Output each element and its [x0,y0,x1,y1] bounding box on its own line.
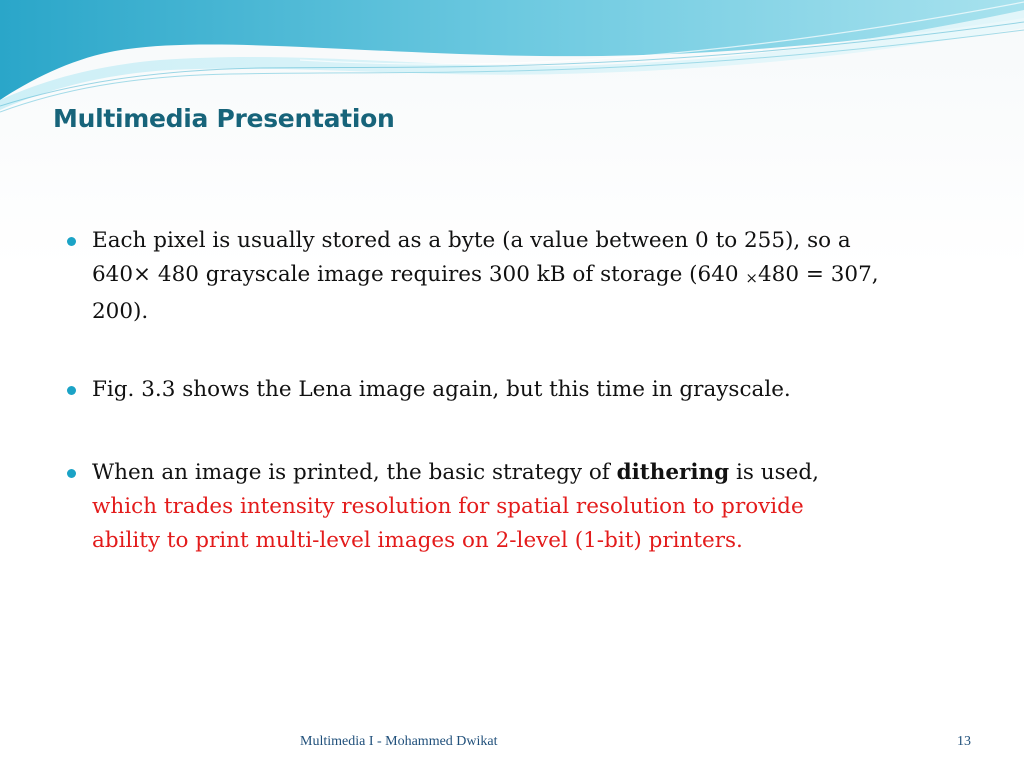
bullet-text: Each pixel is usually stored as a byte (a value between 0 to 255), so a [92,228,851,253]
bullet-dot-icon [67,237,76,246]
bullet-text: When an image is printed, the basic strategy of [92,460,617,485]
bullet-dot-icon [67,386,76,395]
footer-text: Multimedia I - Mohammed Dwikat [300,734,498,749]
bullet-dot-icon [67,469,76,478]
bullet-text: Fig. 3.3 shows the Lena image again, but this time in grayscale. [92,377,791,402]
bullet-item [92,373,972,407]
bullet-item [92,456,972,558]
emphasis-text: which trades intensity resolution for spatial resolution to provide [92,494,804,519]
slide-title: Multimedia Presentation [53,104,395,133]
bullet-text: 200). [92,299,149,324]
bold-term: dithering [616,460,730,485]
bullet-text: 640 [92,262,134,287]
multiplication-sign: × [745,269,758,287]
bullet-text: is used, [729,460,819,485]
emphasis-text: ability to print multi-level images on 2-level (1-bit) printers. [92,528,743,553]
bullet-item [92,224,972,329]
multiplication-sign: × [133,262,152,287]
page-number: 13 [957,734,971,749]
bullet-text: 480 = 307, [758,262,879,287]
bullet-text: 480 grayscale image requires 300 kB of storage (640 [151,262,746,287]
